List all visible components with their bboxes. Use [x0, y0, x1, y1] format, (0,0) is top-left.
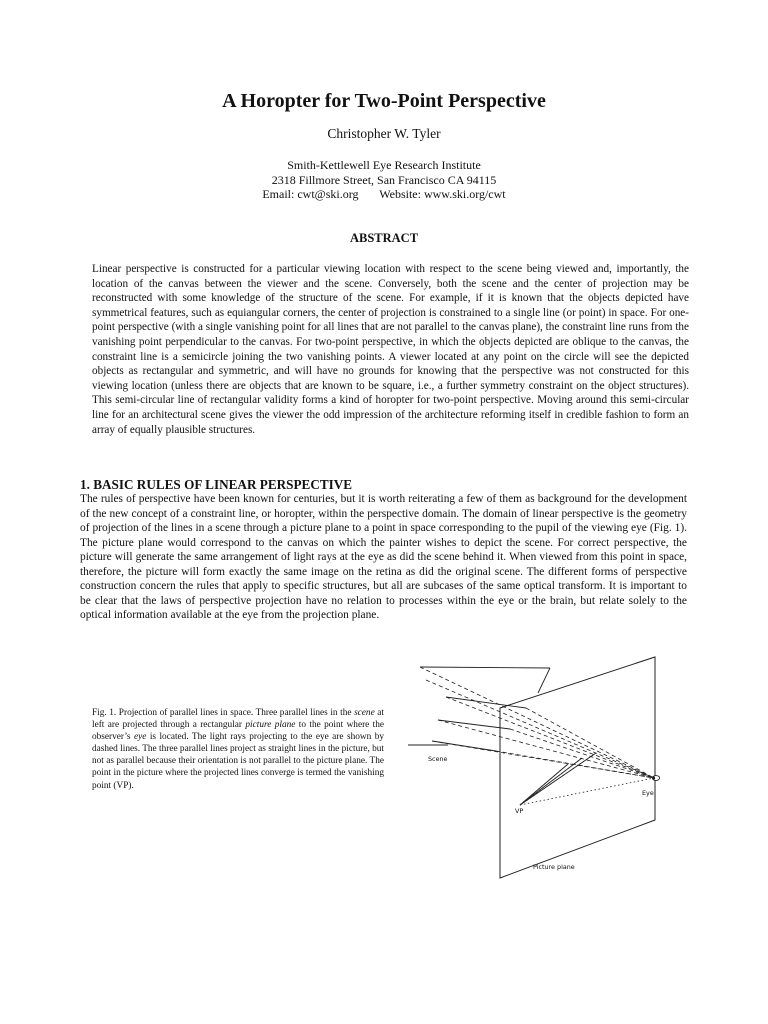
caption-suffix: is located. The light rays projecting to the eye are shown by dashed lines. The three parallel lines project as straight lines in the picture, but not as parallel because their orientation is not parallel to the picture plane. The point in the picture where the projected lines converge is termed the vanishing point (VP).	[92, 732, 384, 791]
scene-parallel-lines	[432, 697, 526, 751]
projected-lines	[520, 753, 596, 805]
caption-eye-word: eye	[134, 732, 147, 743]
abstract-heading: ABSTRACT	[349, 231, 419, 245]
caption-mid-1: at left are projected through a rectangular	[92, 708, 384, 731]
abstract-text: Linear perspective is constructed for a particular viewing location with respect to the scene being viewed and, importantly, the location of the canvas between the viewer and the scene. Conversely, both the scene and the center of projection may be reconstructed with some knowledge of the structure of the scene. For example, if it is known that the objects depicted have symmetrical features, such as equiangular corners, the center of projection is constrained to a single line (or point) in space. For one-point perspective (with a single vanishing point for all lines that are not parallel to the canvas plane), the constraint line runs from the vanishing point perpendicular to the canvas. For two-point perspective, in which the objects depicted are oblique to the canvas, the constraint line is a semicircle joining the two vanishing points. A viewer located at any point on the circle will see the depicted objects as rectangular and symmetric, and will have no grounds for knowing that the perspective was not constructed for this viewing location (unless there are objects that are known to be square, i.e., a further symmetry constraint on the object structures). This semi-circular line of rectangular validity forms a kind of horopter for two-point perspective. Moving around this semi-circular line for an architectural scene gives the viewer the odd impression of the architecture reforming itself in credible fashion to form an array of equally plausible structures.	[92, 263, 689, 436]
label-picture-plane: Picture plane	[533, 863, 575, 871]
eye-icon	[652, 776, 660, 781]
section-1-body: The rules of perspective have been known for centuries, but it is worth reiterating a few of them as background for the development of the new concept of a constraint line, or horopter, within the perspective domain. The domain of linear perspective is the geometry of projection of the lines in a scene through a picture plane to a point in space corresponding to the pupil of the viewing eye (Fig. 1). The picture plane would correspond to the canvas on which the painter wishes to depict the scene. For correct perspective, the picture will generate the same arrangement of light rays at the eye as did the scene behind it. When viewed from this point in space, therefore, the picture will form exactly the same image on the retina as did the original scene. The different forms of perspective construction concern the rules that apply to specific structures, but all are subcases of the same optical transform. It is important to be clear that the laws of perspective projection have no relation to processes within the eye or the brain, but relate solely to the optical information available at the eye from the projection plane.	[80, 493, 687, 622]
caption-mid-2: to the point where the observer’s	[92, 720, 385, 743]
vanishing-rays-dotted	[520, 753, 654, 805]
figure-1-diagram	[400, 650, 680, 885]
paper-title: A Horopter for Two-Point Perspective	[222, 90, 546, 112]
caption-plane-word: picture plane	[245, 720, 296, 731]
caption-scene-word: scene	[354, 708, 375, 718]
label-vp: VP	[515, 807, 524, 815]
label-scene: Scene	[428, 755, 448, 763]
affiliation-address: 2318 Fillmore Street, San Francisco CA 94115	[271, 172, 497, 187]
scene-plane	[408, 667, 550, 745]
affiliation-contact: Email: cwt@ski.org Website: www.ski.org/cwt	[262, 187, 506, 201]
affiliation-institute: Smith-Kettlewell Eye Research Institute	[287, 158, 481, 172]
caption-prefix: Fig. 1. Projection of parallel lines in space. Three parallel lines in the	[92, 708, 355, 718]
label-eye: Eye	[642, 789, 654, 797]
section-1-heading: 1. BASIC RULES OF LINEAR PERSPECTIVE	[80, 477, 353, 492]
affiliation-block	[0, 158, 768, 202]
author-name: Christopher W. Tyler	[327, 126, 441, 141]
figure-1-caption	[92, 707, 384, 792]
